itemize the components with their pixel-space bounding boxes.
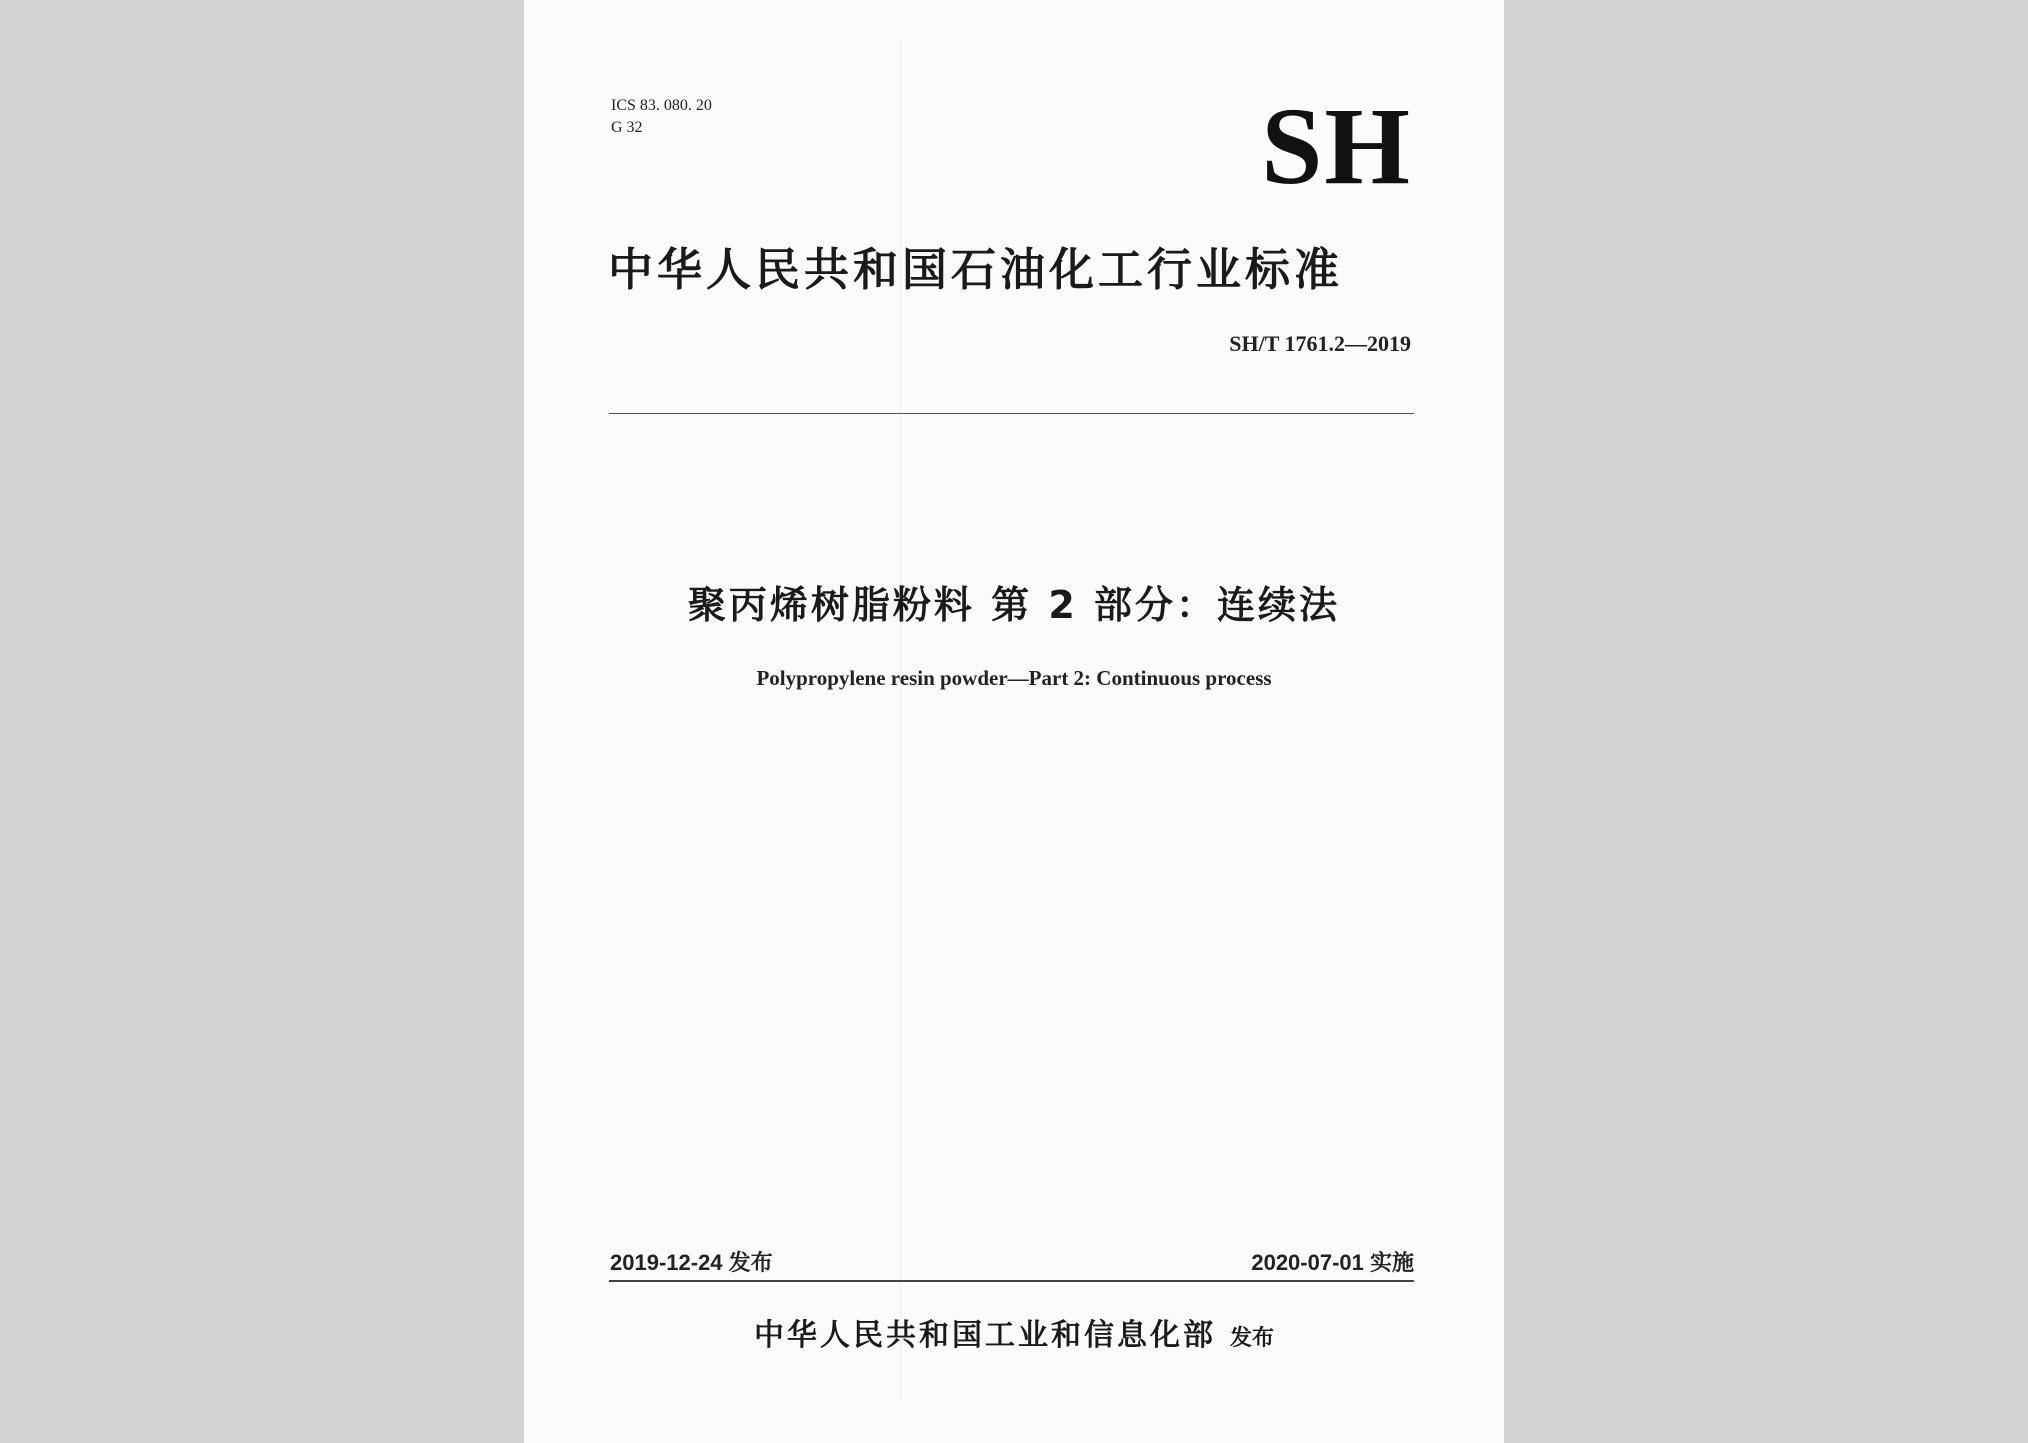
standard-code: SH/T 1761.2—2019 bbox=[1229, 331, 1411, 356]
publisher-line bbox=[524, 1310, 1504, 1354]
publisher-org: 中华人民共和国工业和信息化部 bbox=[753, 1318, 1216, 1353]
ccs-code: G 32 bbox=[611, 119, 643, 136]
classification-codes bbox=[611, 95, 712, 139]
document-page bbox=[524, 0, 1504, 1443]
issue-date: 2019-12-24 发布 bbox=[610, 1250, 773, 1275]
ics-code: ICS 83. 080. 20 bbox=[611, 97, 712, 114]
sh-logo: SH bbox=[1261, 85, 1412, 207]
footer-divider bbox=[609, 1280, 1414, 1282]
standard-title: 中华人民共和国石油化工行业标准 bbox=[608, 243, 1344, 296]
document-title-english: Polypropylene resin powder—Part 2: Continuous process bbox=[756, 666, 1272, 690]
effective-date: 2020-07-01 实施 bbox=[1251, 1250, 1414, 1275]
publisher-label: 发布 bbox=[1229, 1326, 1274, 1351]
header-divider bbox=[609, 413, 1414, 414]
document-title-chinese: 聚丙烯树脂粉料 第 2 部分：连续法 bbox=[687, 583, 1341, 627]
